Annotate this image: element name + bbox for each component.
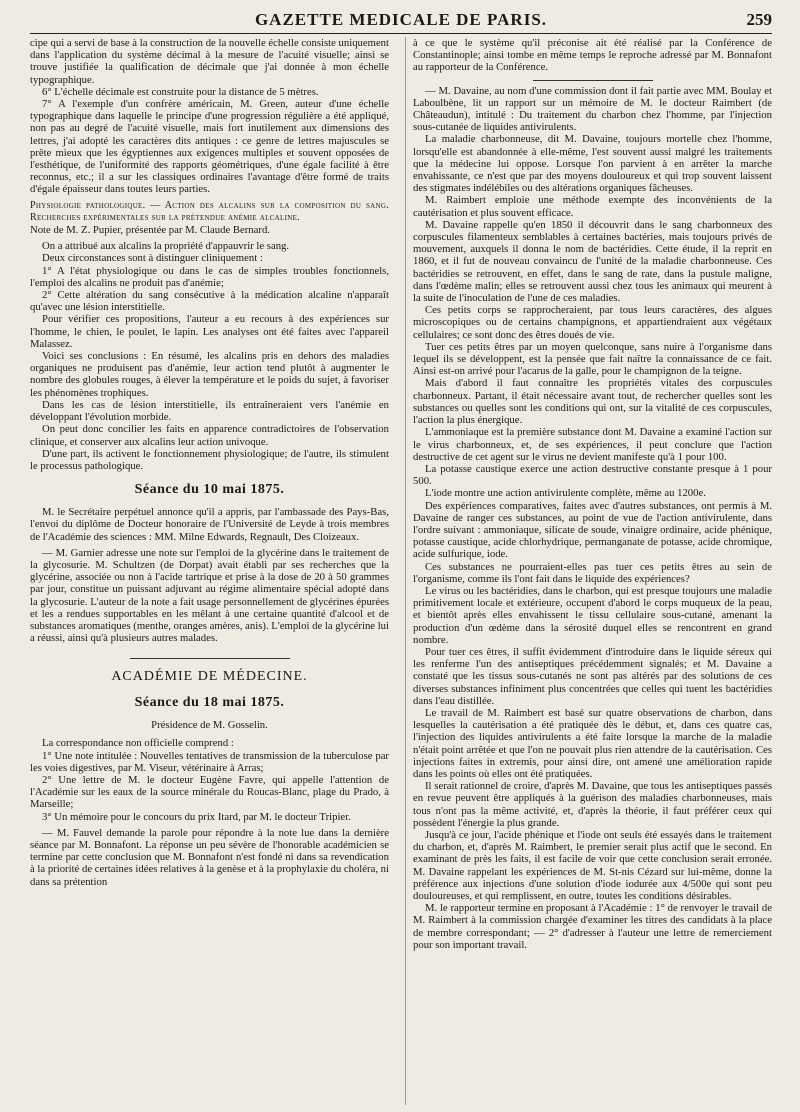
divider xyxy=(130,658,290,659)
left-column xyxy=(30,37,389,1105)
paragraph: M. le Secrétaire perpétuel annonce qu'il a appris, par l'ambassade des Pays-Bas, l'envoi du diplôme de Docteur honoraire de l'Université de Leyde à trois membres de l'Académie des sciences : MM. Milne Edwards, Regnault, Des Cloizeaux. xyxy=(30,506,389,543)
section-note: Note de M. Z. Pupier, présentée par M. Claude Bernard. xyxy=(30,224,270,237)
page-number: 259 xyxy=(746,10,772,29)
paragraph: M. le rapporteur termine en proposant à l'Académie : 1° de renvoyer le travail de M. Raimbert à la commission chargée d'examiner les titres des candidats à la place de membre correspondant; — 2° d'adresser à l'auteur une lettre de remerciement pour son important travail. xyxy=(413,902,772,951)
paragraph: Le travail de M. Raimbert est basé sur quatre observations de charbon, dans lesquelles la cautérisation a été pratiquée dès le début, et, dans ces quatre cas, l'injection des liquides antivirulents a été faite lorsque la marche de la maladie n'était point arrêtée et que l'on ne pouvait plus rien attendre de la cautérisation. Ces injections faites in extremis, pour ainsi dire, ont amené une amélioration rapide dans les points où elles ont été pratiquées. xyxy=(413,706,772,780)
paragraph: Ces substances ne pourraient-elles pas tuer ces petits êtres au sein de l'organisme, comme ils l'ont fait dans le liquide des expériences? xyxy=(413,560,772,585)
paragraph: M. Raimbert emploie une méthode exempte des inconvénients de la cautérisation et plus souvent efficace. xyxy=(413,194,772,219)
paragraph: 7° A l'exemple d'un confrère américain, M. Green, auteur d'une échelle typographique dans laquelle le principe d'une progression régulière a été appliqué, non pas au degré de l'acuité visuelle, mais fort inutilement aux dimensions des lettres, j'ai adopté les caractères dits antiques : ce genre de lettres majuscules se prête mieux que les égyptiennes aux exigences multiples et souvent opposées de l'esthétique, de l'uniformité des rapports géométriques, d'une égale facilité à être reconnus, etc.; il a sur les classiques ordinaires l'avantage d'être formé de traits d'égale épaisseur dans toutes leurs parties. xyxy=(30,98,389,196)
paragraph: cipe qui a servi de base à la construction de la nouvelle échelle consiste uniquement dans l'application du système décimal à la mesure de l'acuité visuelle; ainsi se trouve justifiée la qualification de décimale que j'ai donnée à mon échelle typographique. xyxy=(30,37,389,86)
paragraph: Jusqu'à ce jour, l'acide phénique et l'iode ont seuls été essayés dans le traitement du charbon, et, d'après M. Raimbert, le premier serait plus actif que le second. En examinant de près les faits, il est facile de voir que cette conclusion serait erronée. M. Davaine rappelant les expériences de M. St-nis Cézard sur lui-même, donne la préférence aux injections d'une solution d'iode iodurée aux 4/500e qui sont peu douloureuses, et qui remplissent, en outre, toutes les conditions désirables. xyxy=(413,829,772,903)
paragraph: Pour vérifier ces propositions, l'auteur a eu recours à des expériences sur l'homme, le chien, le poulet, le lapin. Les analyses ont été faites avec l'appareil Malassez. xyxy=(30,313,389,350)
paragraph: L'iode montre une action antivirulente complète, même au 1200e. xyxy=(425,487,706,500)
paragraph: Pour tuer ces êtres, il suffit évidemment d'introduire dans le liquide séreux qui les renferme l'un des antiseptiques précédemment signalés; et M. Davaine a constaté que les tissus sous-cutanés ne sont pas altérés par des solutions de ces diverses substances infiniment plus concentrées que celles qui tuent les bactéridies dans l'eau distillée. xyxy=(413,645,772,707)
paragraph: Dans les cas de lésion interstitielle, ils entraîneraient vers l'anémie en développant l'évolution morbide. xyxy=(30,398,389,424)
running-header xyxy=(30,0,772,34)
paragraph: 2° Cette altération du sang consécutive à la médication alcaline n'apparaît qu'avec une lésion interstitielle. xyxy=(30,289,389,314)
paragraph: Mais d'abord il faut connaître les propriétés vitales des corpuscules charbonneux. Partant, il était nécessaire avant tout, de rechercher quelles sont les substances ou quelles sont les conditions qui ont, sur la vitalité de ces corpuscules, l'action la plus énergique. xyxy=(413,377,772,427)
publication-title: GAZETTE MEDICALE DE PARIS. xyxy=(254,10,548,29)
paragraph: — M. Fauvel demande la parole pour répondre à la note lue dans la dernière séance par M. Bonnafont. La réponse un peu sévère de l'honorable académicien se termine par cette conclusion que M. Bonnafont n'est fondé ni dans sa revendication à la priorité de certaines idées relatives à la genèse et à la prophylaxie du choléra, ni dans sa prétention xyxy=(30,826,389,888)
paragraph: On peut donc concilier les faits en apparence contradictoires de l'observation clinique, et conserver aux alcalins leur action univoque. xyxy=(30,423,389,448)
paragraph: Le virus ou les bactéridies, dans le charbon, qui est presque toujours une maladie primitivement locale et extérieure, occupent d'abord le corps muqueux de la peau, et bientôt après elles envahissent le tissu cellulaire sous-cutané, amenant la production d'un œdème dans la sérosité duquel elles se rencontrent en grand nombre. xyxy=(413,584,772,646)
paragraph: La correspondance non officielle comprend : xyxy=(42,737,234,750)
session-title: Séance du 18 mai 1875. xyxy=(134,695,285,711)
right-column xyxy=(405,37,772,1105)
paragraph: 6° L'échelle décimale est construite pour la distance de 5 mètres. xyxy=(42,85,319,98)
session-title: Séance du 10 mai 1875. xyxy=(134,482,285,498)
paragraph: 1° A l'état physiologique ou dans le cas de simples troubles fonctionnels, l'emploi des alcalins ne produit pas d'anémie; xyxy=(30,264,389,289)
paragraph: Ces petits corps se rapprocheraient, par tous leurs caractères, des algues microscopiques ou de certains champignons, et appartiendraient aux végétaux cellulaires; ce sont donc des êtres doués de vie. xyxy=(413,304,772,341)
paragraph: Il serait rationnel de croire, d'après M. Davaine, que tous les antiseptiques passés en revue peuvent être appliqués à la guérison des maladies charbonneuses, mais tous n'ont pas la même activité, et, d'après la théorie, il faut préférer ceux qui possèdent l'énergie la plus grande. xyxy=(413,780,772,829)
paragraph: 3° Un mémoire pour le concours du prix Itard, par M. le docteur Tripier. xyxy=(42,810,351,823)
paragraph: Voici ses conclusions : En résumé, les alcalins pris en dehors des maladies organiques ne produisent pas d'anémie, leur action tend plutôt à augmenter le nombre des globules rouges, à élever la température et le poids du sujet, à favoriser les phénomènes trophiques. xyxy=(30,350,389,399)
paragraph: à ce que le système qu'il préconise ait été réalisé par la Conférence de Constantinople; ainsi tombe en même temps le reproche adressé par M. Bonnafont au rapporteur de la Conférence. xyxy=(413,37,772,74)
paragraph: Des expériences comparatives, faites avec d'autres substances, ont permis à M. Davaine de ranger ces substances, au point de vue de l'action antivirulente, dans l'ordre suivant : ammoniaque, silicate de soude, vinaigre ordinaire, acide phénique, potasse caustique, acide chlorhydrique, permanganate de potasse, acide chromique, acide sulfurique, iode. xyxy=(413,499,772,561)
paragraph: La maladie charbonneuse, dit M. Davaine, toujours mortelle chez l'homme, lorsqu'elle est abandonnée à elle-même, l'est souvent aussi malgré les traitements que la médecine lui oppose. Lorsque l'on parvient à en arrêter la marche envahissante, ce n'est que par des moyens douloureux et qui trop souvent laissent des stigmates indélébiles ou des altérations organiques fâcheuses. xyxy=(413,133,772,195)
paragraph: D'une part, ils activent le fonctionnement physiologique; de l'autre, ils stimulent le processus pathologique. xyxy=(30,447,389,472)
paragraph: — M. Garnier adresse une note sur l'emploi de la glycérine dans le traitement de la glycosurie. M. Schultzen (de Dorpat) avait établi par ses recherches que la glycérine, associée ou non à l'acide tartrique et prise à la dose de 20 à 50 grammes par jour, constitue un puissant adjuvant au régime alimentaire spécial adopté dans la glycosurie. L'auteur de la note a fait usage personnellement de glycérines épurées et les a rendues supportables en les mêlant à une certaine quantité d'alcool et de substances aromatiques (menthe, oranges amères, anis). L'emploi de la glycérine lui a réussi, ainsi qu'à plusieurs autres malades. xyxy=(30,546,389,645)
paragraph: 2° Une lettre de M. le docteur Eugène Favre, qui appelle l'attention de l'Académie sur les eaux de la source minérale du Roucas-Blanc, plage du Prado, à Marseille; xyxy=(30,773,389,811)
paragraph: L'ammoniaque est la première substance dont M. Davaine a examiné l'action sur le virus charbonneux, et, de ses expériences, il peut conclure que l'action destructive de cet agent sur le virus ne devient manifeste qu'à 1 pour 100. xyxy=(413,426,772,463)
paragraph: On a attribué aux alcalins la propriété d'appauvrir le sang. xyxy=(42,240,290,253)
section-heading: Physiologie pathologique. — Action des alcalins sur la composition du sang. Recherches expérimentales sur la prétendue anémie alcaline. xyxy=(30,199,389,223)
paragraph: Deux circonstances sont à distinguer cliniquement : xyxy=(42,252,263,265)
academy-title: ACADÉMIE DE MÉDECINE. xyxy=(111,669,308,685)
divider xyxy=(533,80,653,81)
paragraph: La potasse caustique exerce une action destructive constante presque à 1 pour 500. xyxy=(413,462,772,488)
paragraph: 1° Une note intitulée : Nouvelles tentatives de transmission de la tuberculose par les voies digestives, par M. Viseur, vétérinaire à Arras; xyxy=(30,749,389,774)
paragraph: — M. Davaine, au nom d'une commission dont il fait partie avec MM. Boulay et Laboulbène, lit un rapport sur un mémoire de M. le docteur Raimbert (de Châteaudun), intitulé : Du traitement du charbon chez l'homme, par l'injection sous-cutanée de liquides antivirulents. xyxy=(413,84,772,134)
paragraph: Tuer ces petits êtres par un moyen quelconque, sans nuire à l'organisme dans lequel ils se développent, est la pensée que fait naître la connaissance de ce fait. Ainsi est-on arrivé pour l'acarus de la galle, pour le champignon de la teigne. xyxy=(413,340,772,378)
paragraph: M. Davaine rappelle qu'en 1850 il découvrit dans le sang charbonneux des corpuscules filamenteux semblables à certaines bactéries, mais toujours privés de mouvement, auxquels il donna le nom de bactéridies. Cette étude, il la reprit en 1860, et il fut de nouveau convaincu de l'unité de la maladie charbonneuse. Ces bactéridies se retrouvent, en effet, dans le sang de rate, dans la pustule maligne, dans l'œdème malin; elles se retrouvent aussi chez tous les animaux qui meurent à la suite de l'inoculation de l'une de ces maladies. xyxy=(413,218,772,305)
presidency-line: Présidence de M. Gosselin. xyxy=(151,719,268,732)
